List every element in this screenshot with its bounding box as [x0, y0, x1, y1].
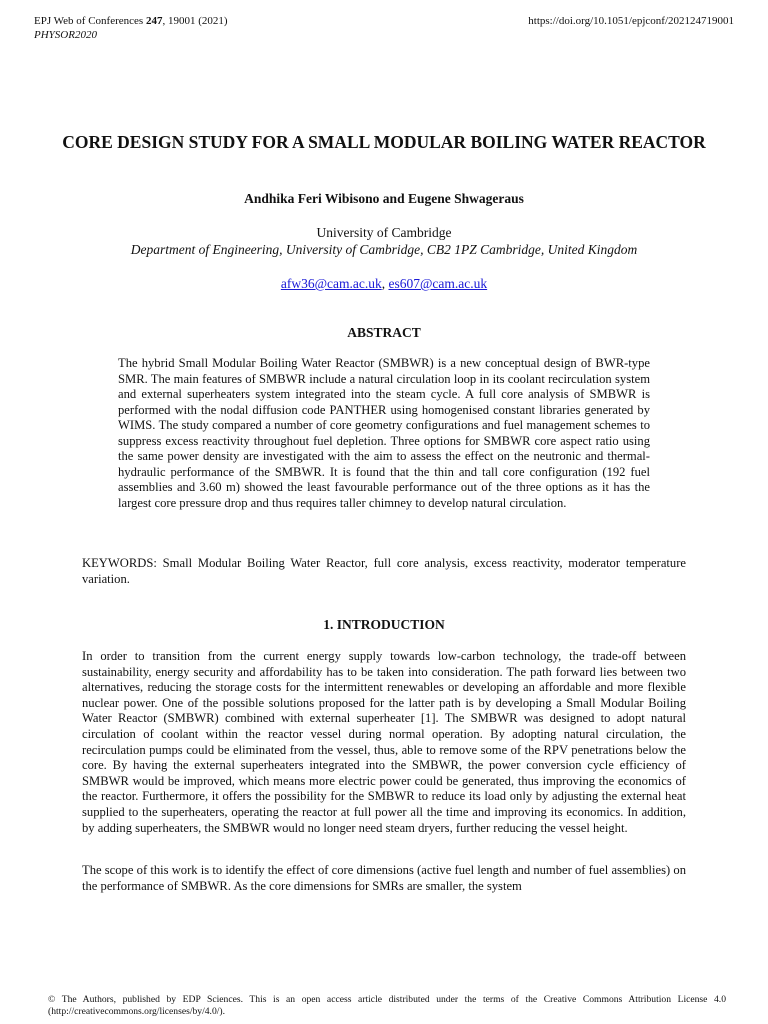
- email-link-2[interactable]: es607@cam.ac.uk: [388, 276, 488, 291]
- journal-volume: 247: [145, 15, 163, 27]
- intro-paragraph-2: The scope of this work is to identify the effect of core dimensions (active fuel length and number of fuel assemblies) on the performance of SMBWR. As the core dimensions for SMRs are smaller, the system: [82, 863, 686, 893]
- conference-name: PHYSOR2020: [34, 29, 97, 41]
- abstract-text: The hybrid Small Modular Boiling Water Reactor (SMBWR) is a new conceptual design of BWR-type SMR. The main features of SMBWR include a natural circulation loop in its coolant recirculation system and external superheaters system integrated into the steam cycle. A full core analysis of SMBWR is performed with the nodal diffusion code PANTHER using homogenised constant libraries generated by WIMS. The study compared a number of core geometry configurations and fuel management schemes to suppress excess reactivity throughout fuel depletion. Three options for SMBWR core aspect ratio using the same power density are investigated with the aim to assess the effect on the neutronic and thermal-hydraulic performance of the SMBWR. It is found that the thin and tall core configuration (192 fuel assemblies and 3.60 m) showed the least favourable performance out of the three options as it has the largest core pressure drop and thus requires taller chimney to develop natural circulation.: [118, 356, 650, 510]
- affiliation-university: University of Cambridge: [316, 225, 452, 240]
- intro-paragraph-1: In order to transition from the current energy supply towards low-carbon technology, the trade-off between sustainability, energy security and affordability has to be taken into consideration. The path forward lies between two alternatives, reducing the storage costs for the intermittent renewables or developing an affordable and more flexible nuclear power. One of the possible solutions proposed for the latter path is by developing a Small Modular Boiling Water Reactor (SMBWR) combined with external superheater [1]. The SMBWR was designed to adopt natural circulation of coolant within the reactor vessel during normal operation. By adopting natural circulation, the recirculation pumps could be eliminated from the vessel, thus, able to remove some of the RPV penetrations below the core. By having the external superheaters integrated into the SMBWR, the power conversion cycle efficiency of SMBWR would be improved, which means more electric power could be generated, thus improving the economics of the reactor. Furthermore, it offers the possibility for the SMBWR to reduce its load only by adjusting the external heat supplied to the superheaters, operating the reactor at full power all the time and improving its economics. In addition, by adding superheaters, the SMBWR would no longer need steam dryers, further reducing the vessel height.: [82, 649, 686, 835]
- paper-authors: Andhika Feri Wibisono and Eugene Shwageraus: [244, 191, 524, 206]
- section-heading-introduction: 1. INTRODUCTION: [323, 617, 445, 632]
- author-emails: [0, 276, 768, 292]
- journal-name: EPJ Web of Conferences: [34, 15, 146, 27]
- affiliation-department: Department of Engineering, University of Cambridge, CB2 1PZ Cambridge, United Kingdom: [130, 242, 638, 257]
- license-footer: © The Authors, published by EDP Sciences. This is an open access article distributed under the terms of the Creative Commons Attribution License 4.0 (http://creativecommons.org/licenses/by/4.0/).: [48, 994, 726, 1017]
- doi-link[interactable]: https://doi.org/10.1051/epjconf/202124719001: [528, 15, 734, 27]
- journal-citation: [34, 14, 228, 42]
- journal-pages: , 19001 (2021): [162, 15, 228, 27]
- email-separator: ,: [381, 276, 389, 291]
- keywords: KEYWORDS: Small Modular Boiling Water Reactor, full core analysis, excess reactivity, moderator temperature variation.: [82, 556, 686, 586]
- paper-title: CORE DESIGN STUDY FOR A SMALL MODULAR BOILING WATER REACTOR: [62, 132, 706, 152]
- email-link-1[interactable]: afw36@cam.ac.uk: [280, 276, 382, 291]
- abstract-heading: ABSTRACT: [347, 325, 421, 340]
